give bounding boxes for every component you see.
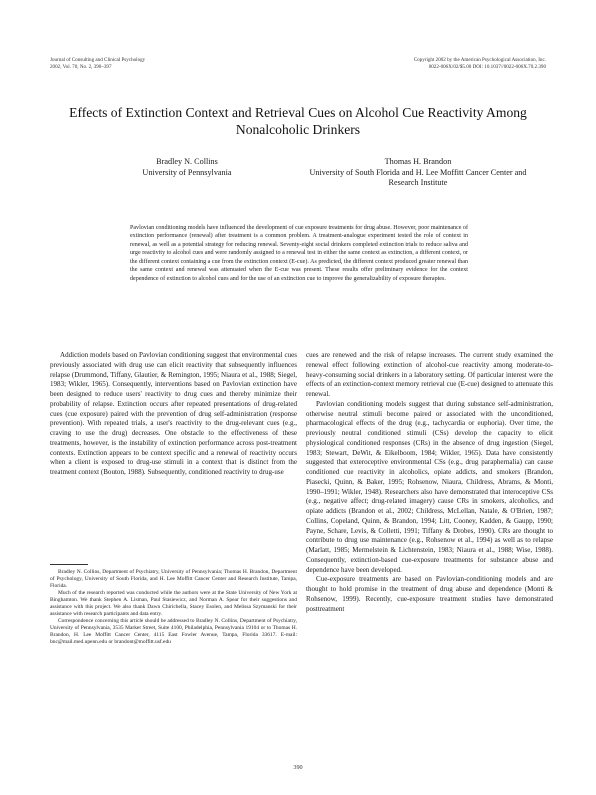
author-block-2 [308, 157, 528, 189]
journal-name: Journal of Consulting and Clinical Psychology [50, 57, 146, 63]
journal-volume: 2002, Vol. 70, No. 2, 390–397 [50, 63, 112, 70]
body-column-right [306, 351, 553, 767]
article-title: Effects of Extinction Context and Retrieval Cues on Alcohol Cue Reactivity Among Nonalcoholic Drinkers [69, 105, 527, 137]
author-block-1 [92, 157, 282, 178]
author-note [50, 569, 297, 769]
doi-line: 0022-006X/02/$5.00 DOI: 10.1037//0022-006X.70.2.390 [428, 63, 546, 70]
author-note-acknowledgments: Much of the research reported was conducted while the authors were at the State University of New York at Binghamton. We thank Stephen A. Lisman, Paul Stasiewicz, and Norman A. Spear for their suggestions and assistance with this project. We also thank Dawn Chirichella, Stacey Esolen, and Melissa Szymanski for their assistance with research participants and data entry. [50, 590, 297, 618]
author-note-correspondence: Correspondence concerning this article should be addressed to Bradley N. Collins, Department of Psychiatry, University of Pennsylvania, 3535 Market Street, Suite 4100, Philadelphia, Pennsylvania 19104 or to Thomas H. Brandon, H. Lee Moffitt Cancer Center, 4115 East Fowler Avenue, Tampa, Florida 33617. E-mail: bnc@mail.med.upenn.edu or brandont@moffitt.usf.edu [50, 618, 297, 646]
body-paragraph: cues are renewed and the risk of relapse increases. The current study examined the renewal effect following extinction of alcohol-cue reactivity among moderate-to-heavy-consuming social drinkers in a laboratory setting. Of particular interest were the effects of an extinction-context memory retrieval cue (E-cue) designed to attenuate this renewal. [306, 351, 553, 398]
body-paragraph: Addiction models based on Pavlovian conditioning suggest that environmental cues previously associated with drug use can elicit reactivity that subsequently influences relapse (Drummond, Tiffany, Glautier, & Remington, 1995; Niaura et al., 1988; Siegel, 1983; Wikler, 1965). Consequently, interventions based on Pavlovian extinction have been designed to reduce users' reactivity to drug cues and thereby minimize their probability of relapse. Extinction occurs after repeated presentations of drug-related cues (cue exposure) paired with the prevention of drug self-administration (response prevention). With repeated trials, a user's reactivity to the drug-relevant cues (e.g., craving to use the drug) decreases. One obstacle to the effectiveness of these treatments, however, is the instability of extinction performance across post-treatment contexts. Extinction appears to be context specific and a renewal of reactivity occurs when a client is exposed to drug-use stimuli in a context that is distinct from the treatment context (Bouton, 1988). Subsequently, conditioned reactivity to drug-use [50, 351, 297, 476]
author-name: Thomas H. Brandon [384, 157, 452, 166]
author-affiliation: University of South Florida and H. Lee Moffitt Cancer Center and Research Institute [309, 167, 527, 188]
running-header-journal [50, 57, 145, 70]
author-name: Bradley N. Collins [156, 157, 218, 166]
body-paragraph: Cue-exposure treatments are based on Pavlovian-conditioning models and are thought to hold promise in the treatment of drug abuse and dependence (Monti & Rohsenow, 1999). Recently, cue-exposure treatment studies have demonstrated posttreatment [306, 575, 553, 613]
footnote-divider [50, 564, 88, 565]
running-header-copyright [414, 57, 546, 70]
body-paragraph: Pavlovian conditioning models suggest that during substance self-administration, otherwise neutral stimuli become paired or associated with the unconditioned, pharmacological effects of the drug (e.g., tachycardia or euphoria). Over time, the previously neutral conditioned stimuli (CSs) develop the capacity to elicit physiological conditioned responses (CRs) in the absence of drug ingestion (Siegel, 1983; Stewart, DeWit, & Eikelboom, 1984; Wikler, 1965). Data have consistently suggested that exteroceptive environmental CSs (e.g., drug paraphernalia) can cause conditioned cue reactivity in alcoholics, opiate addicts, and smokers (Brandon, Piasecki, Quinn, & Baker, 1995; Rohsenow, Niaura, Childress, Abrams, & Monti, 1990–1991; Wikler, 1948). Researchers also have demonstrated that interoceptive CSs (e.g., negative affect; drug-related imagery) cause CRs in smokers, alcoholics, and opiate addicts (Brandon et al., 2002; Childress, McLellan, Natale, & O'Brien, 1987; Collins, Copeland, Quinn, & Brandon, 1994; Litt, Cooney, Kadden, & Gaupp, 1990; Payne, Schare, Levis, & Colletti, 1991; Tiffany & Drobes, 1990). CRs are thought to contribute to drug use maintenance (e.g., Rohsenow et al., 1994) as well as to relapse (Marlatt, 1985; Mermelstein & Lichtenstein, 1983; Niaura et al., 1988; Wise, 1988). Consequently, extinction-based cue-exposure treatments for substance abuse and dependence have been developed. [306, 399, 553, 574]
body-column-left [50, 351, 297, 557]
copyright-notice: Copyright 2002 by the American Psychological Association, Inc. [413, 57, 546, 63]
abstract: Pavlovian conditioning models have influenced the development of cue exposure treatments for drug abuse. However, poor maintenance of extinction performance (renewal) after treatment is a common problem. A treatment-analogue experiment tested the role of context in renewal, as well as a potential strategy for reducing renewal. Seventy-eight social drinkers completed extinction trials to reduce saliva and urge reactivity to alcohol cues and were randomly assigned to a renewal test in either the same context as extinction, a different context, or the different context containing a cue from the extinction context (E-cue). As predicted, the different context produced greater renewal than the same context and renewal was attenuated when the E-cue was present. These results offer preliminary evidence for the context dependence of extinction to alcohol cues and for the use of an extinction cue to improve the generalizability of exposure therapies. [130, 225, 468, 282]
page-number: 390 [293, 764, 303, 771]
author-note-affiliations: Bradley N. Collins, Department of Psychiatry, University of Pennsylvania; Thomas H. Brandon, Department of Psychology, University of South Florida, and H. Lee Moffitt Cancer Center and Research Institute, Tampa, Florida. [50, 569, 297, 590]
author-affiliation: University of Pennsylvania [142, 167, 232, 177]
